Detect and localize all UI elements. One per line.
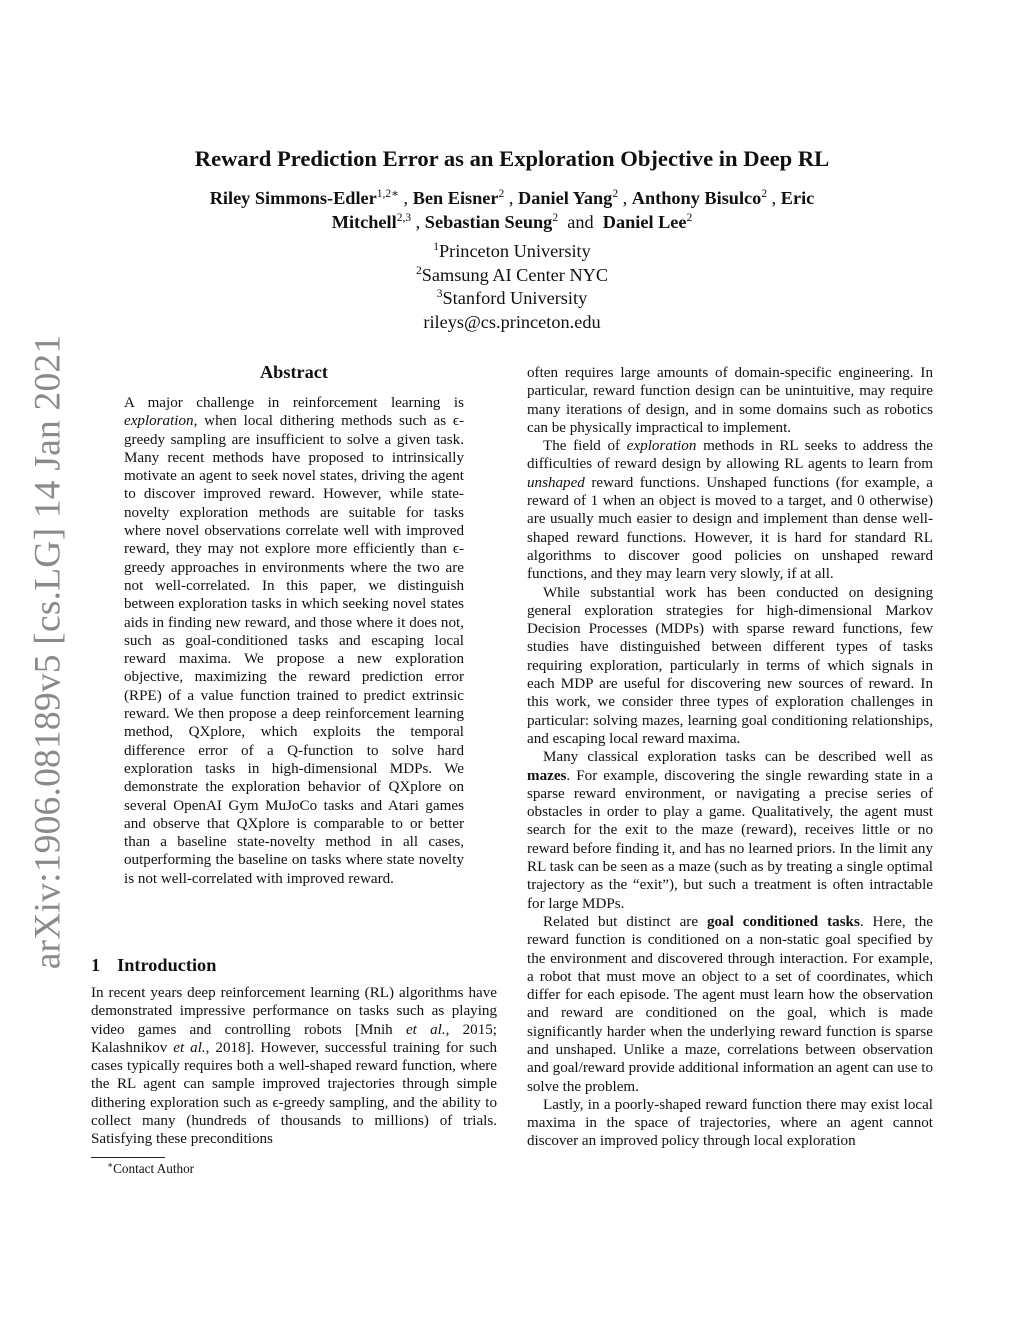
author-separator: , [398, 188, 413, 208]
body-paragraph [527, 437, 933, 583]
body-text-part: . Here, the reward function is conditioned on a non-static goal specified by the environment and discovered through interaction. For example, a robot that must move an object to a set of coordinates, which differ for each episode. The agent must learn how the observation and reward are conditioned on the goal, which is made significantly harder when the underlying reward function is sparse and unshaped. Unlike a maze, correlations between observation and goal/reward provide additional information an agent can use to solve the problem. [527, 913, 933, 1095]
body-paragraph [527, 748, 933, 913]
intro-paragraph [91, 984, 497, 1149]
body-bold-term: goal conditioned tasks [706, 913, 860, 930]
author-name: Daniel Yang [518, 188, 613, 208]
section-number: 1 [91, 955, 101, 975]
author-line-2 [150, 211, 874, 235]
abstract-text-part: , when local dithering methods such as ϵ-greedy sampling are insufficient to solve a given task. Many recent methods have proposed to intrinsically motivate an agent to seek novel states, driving the agent to discover improved reward. However, while state-novelty exploration methods are suitable for tasks where novel observations correlate well with improved reward, they may not explore more efficiently than ϵ-greedy approaches in environments where the two are not well-correlated. In this paper, we distinguish between exploration tasks in which seeking novel states aids in finding new reward, and those where it does not, such as goal-conditioned tasks and escaping local reward maxima. We propose a new exploration objective, maximizing the reward prediction error (RPE) of a value function trained to predict extrinsic reward. We then propose a deep reinforcement learning method, QXplore, which exploits the temporal difference error of a Q-function to solve hard exploration tasks in high-dimensional MDPs. We demonstrate the exploration behavior of QXplore on several OpenAI Gym MuJoCo tasks and Atari games and observe that QXplore is comparable to or better than a baseline state-novelty method in all cases, outperforming the baseline on tasks where state novelty is not well-correlated with improved reward. [124, 413, 464, 887]
author-separator: , [618, 188, 632, 208]
author-affil-sup: 1,2∗ [376, 188, 399, 200]
abstract-text [124, 394, 464, 888]
author-separator: , [504, 188, 518, 208]
footnote [107, 1161, 194, 1177]
body-emphasis: unshaped [527, 474, 585, 491]
author-name: Ben Eisner [412, 188, 499, 208]
author-line-1 [150, 187, 874, 211]
author-separator: , [411, 211, 425, 232]
abstract-emphasis: exploration [124, 413, 194, 430]
paper-title: Reward Prediction Error as an Exploration Objective in Deep RL [194, 146, 830, 171]
author-name: Eric [780, 188, 815, 208]
affiliation-list [0, 240, 1024, 334]
author-name: Daniel Lee [602, 211, 687, 232]
author-separator: , [767, 188, 781, 208]
affiliation [0, 240, 1024, 264]
section-heading-introduction [91, 953, 497, 977]
affiliation [0, 287, 1024, 311]
body-text-part: Related but distinct are [543, 913, 707, 930]
body-bold-term: mazes [527, 767, 567, 784]
author-affil-sup: 2,3 [396, 211, 412, 224]
footnote-text: Contact Author [113, 1161, 195, 1176]
author-name: Riley Simmons-Edler [209, 188, 377, 208]
intro-text-part: , 2015; Kalashnikov [91, 1021, 497, 1056]
affiliation [0, 264, 1024, 288]
affiliation-sup: 2 [415, 264, 422, 277]
abstract-heading: Abstract [259, 362, 329, 382]
author-affil-sup: 2 [761, 188, 768, 200]
body-text-part: . For example, discovering the single rewarding state in a sparse reward environment, or navigating a precise series of obstacles in order to play a game. Qualitatively, the agent must search for the exit to the maze (reward), receives little or no reward before finding it, and has no learned priors. In the limit any RL task can be seen as a maze (such as by treating a single optimal trajectory as the “exit”), but such a treatment is often intractable for large MDPs. [527, 767, 933, 912]
citation-etal: et al. [173, 1039, 206, 1056]
body-text-part: reward functions. Unshaped functions (for example, a reward of 1 when an object is moved to a target, and 0 otherwise) are usually much easier to design and implement than dense well-shaped reward functions. However, it is hard for standard RL algorithms to discover good policies on unshaped reward functions, and they may learn very slowly, if at all. [527, 474, 933, 583]
author-list [150, 187, 874, 234]
section-title: Introduction [117, 955, 217, 975]
body-paragraph: While substantial work has been conducted on designing general exploration strategies for high-dimensional Markov Decision Processes (MDPs) with sparse reward functions, few studies have distinguished between different types of tasks requiring exploration, particularly in terms of which signals in each MDP are useful for discovering new sources of reward. In this work, we consider three types of exploration challenges in particular: solving mazes, learning goal conditioning relationships, and escaping local reward maxima. [527, 584, 933, 747]
intro-text-part: , 2018]. However, successful training for such cases typically requires both a well-shaped reward function, where the RL agent can sample improved trajectories through simple dithering exploration such as ϵ-greedy sampling, and the ability to collect many (hundreds of thousands to millions) of trials. Satisfying these preconditions [91, 1039, 498, 1148]
author-and: and [567, 211, 594, 232]
affiliation-sup: 3 [436, 288, 443, 300]
arxiv-stamp: arXiv:1906.08189v5 [cs.LG] 14 Jan 2021 [27, 334, 69, 970]
body-paragraph [527, 913, 933, 1096]
body-emphasis: exploration [626, 438, 697, 455]
body-paragraph: Lastly, in a poorly-shaped reward function there may exist local maxima in the space of trajectories, where an agent cannot discover an improved policy through local exploration [527, 1096, 933, 1150]
affiliation-name: Princeton University [438, 241, 591, 261]
body-text-part: methods in RL seeks to address the difficulties of reward design by allowing RL agents to learn from [527, 438, 933, 473]
body-paragraph: often requires large amounts of domain-specific engineering. In particular, reward function design can be unintuitive, may require many iterations of design, and in some domains such as robotics can be physically impractical to implement. [527, 365, 933, 436]
abstract-text-part: A major challenge in reinforcement learning is [124, 395, 464, 411]
affiliation-name: Samsung AI Center NYC [421, 264, 609, 285]
affiliation-name: Stanford University [442, 288, 588, 308]
body-text-part: The field of [543, 438, 627, 455]
author-name: Mitchell [331, 211, 397, 232]
body-text-part: Many classical exploration tasks can be described well as [543, 749, 933, 766]
author-name: Sebastian Seung [424, 211, 553, 232]
intro-text-part: In recent years deep reinforcement learning (RL) algorithms have demonstrated impressive performance on tasks such as playing video games and controlling robots [Mnih [91, 985, 497, 1038]
author-affil-sup: 2 [498, 188, 505, 200]
citation-etal: et al. [405, 1021, 446, 1038]
author-affil-sup: 2 [552, 211, 559, 224]
author-affil-sup: 2 [686, 211, 693, 224]
right-column [527, 364, 933, 1151]
affiliation-sup: 1 [433, 241, 439, 253]
contact-email: rileys@cs.princeton.edu [423, 311, 601, 332]
footnote-mark: ∗ [107, 1160, 114, 1170]
author-name: Anthony Bisulco [631, 188, 762, 208]
footnote-rule [91, 1157, 165, 1158]
author-affil-sup: 2 [612, 188, 619, 200]
